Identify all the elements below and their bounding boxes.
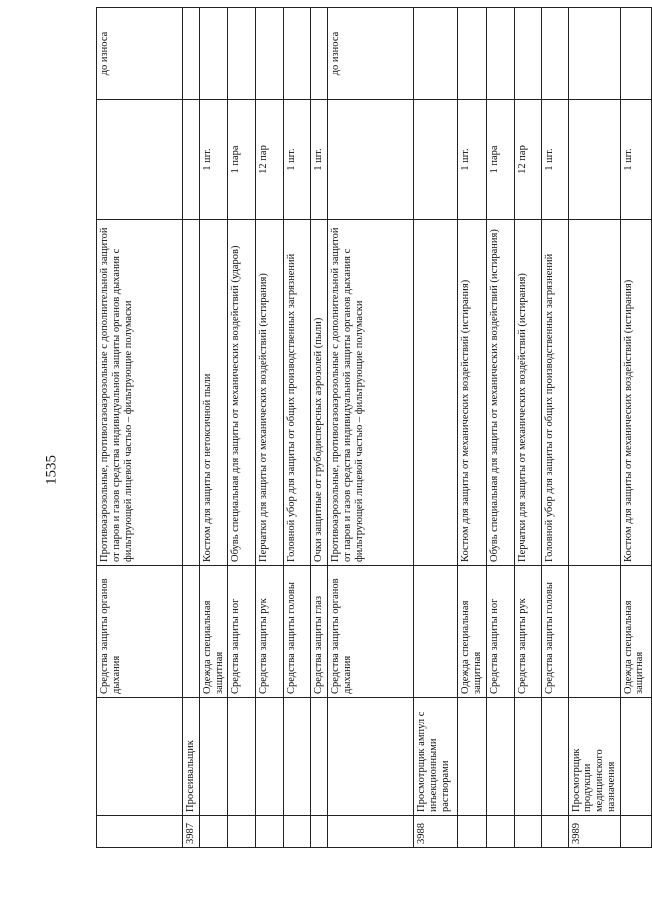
ppe-type-cell: Средства защиты ног <box>228 566 256 698</box>
ppe-type-cell: Одежда специальная защитная <box>620 566 651 698</box>
issue-quantity-cell: 12 пар <box>514 100 541 220</box>
table-row <box>620 8 651 848</box>
table-row <box>256 8 284 848</box>
table-row <box>311 8 328 848</box>
row-number-cell <box>620 816 651 848</box>
ppe-item-cell: Костюм для защиты от механических воздействий (истирания) <box>620 220 651 566</box>
ppe-item-cell: Костюм для защиты от нетоксичной пыли <box>199 220 228 566</box>
profession-cell: Просмотрщик продукции медицинского назначения <box>568 698 620 816</box>
table-row <box>328 8 414 848</box>
issue-quantity-cell <box>97 100 183 220</box>
ppe-type-cell: Средства защиты органов дыхания <box>97 566 183 698</box>
row-number-cell <box>541 816 568 848</box>
wear-term-cell <box>284 8 311 100</box>
ppe-item-cell <box>568 220 620 566</box>
issue-quantity-cell: 12 пар <box>256 100 284 220</box>
ppe-type-cell: Средства защиты ног <box>486 566 514 698</box>
table-row <box>568 8 620 848</box>
ppe-item-cell: Костюм для защиты от механических воздействий (истирания) <box>458 220 487 566</box>
profession-cell <box>328 698 414 816</box>
issue-quantity-cell <box>328 100 414 220</box>
ppe-type-cell: Одежда специальная защитная <box>199 566 228 698</box>
ppe-type-cell: Одежда специальная защитная <box>458 566 487 698</box>
ppe-type-cell: Средства защиты рук <box>514 566 541 698</box>
row-number-cell: 3987 <box>183 816 200 848</box>
table-row <box>541 8 568 848</box>
wear-term-cell <box>199 8 228 100</box>
wear-term-cell <box>541 8 568 100</box>
row-number-cell <box>311 816 328 848</box>
ppe-item-cell: Головной убор для защиты от общих производственных загрязнений <box>541 220 568 566</box>
wear-term-cell <box>414 8 458 100</box>
rotated-table-wrapper <box>96 8 646 848</box>
profession-cell <box>256 698 284 816</box>
ppe-item-cell: Обувь специальная для защиты от механических воздействий (ударов) <box>228 220 256 566</box>
row-number-cell <box>514 816 541 848</box>
issue-quantity-cell <box>183 100 200 220</box>
table-row <box>458 8 487 848</box>
profession-cell: Просмотрщик ампул с инъекционными растворами <box>414 698 458 816</box>
table-row <box>284 8 311 848</box>
profession-cell <box>514 698 541 816</box>
wear-term-cell <box>228 8 256 100</box>
wear-term-cell: до износа <box>328 8 414 100</box>
ppe-type-cell: Средства защиты головы <box>284 566 311 698</box>
wear-term-cell <box>568 8 620 100</box>
profession-cell <box>458 698 487 816</box>
profession-cell <box>284 698 311 816</box>
profession-cell <box>311 698 328 816</box>
wear-term-cell <box>256 8 284 100</box>
ppe-type-cell: Средства защиты органов дыхания <box>328 566 414 698</box>
table-row <box>228 8 256 848</box>
ppe-item-cell: Перчатки для защиты от механических воздействий (истирания) <box>514 220 541 566</box>
ppe-norms-table <box>96 7 652 848</box>
ppe-item-cell <box>183 220 200 566</box>
issue-quantity-cell: 1 пара <box>228 100 256 220</box>
row-number-cell <box>328 816 414 848</box>
wear-term-cell <box>620 8 651 100</box>
wear-term-cell <box>458 8 487 100</box>
ppe-type-cell <box>568 566 620 698</box>
table-row <box>97 8 183 848</box>
row-number-cell <box>486 816 514 848</box>
row-number-cell <box>228 816 256 848</box>
ppe-type-cell: Средства защиты глаз <box>311 566 328 698</box>
profession-cell: Просеивальщик <box>183 698 200 816</box>
ppe-item-cell: Очки защитные от грубодисперсных аэрозолей (пыли) <box>311 220 328 566</box>
ppe-item-cell: Головной убор для защиты от общих производственных загрязнений <box>284 220 311 566</box>
issue-quantity-cell: 1 шт. <box>199 100 228 220</box>
ppe-type-cell: Средства защиты рук <box>256 566 284 698</box>
ppe-type-cell: Средства защиты головы <box>541 566 568 698</box>
wear-term-cell: до износа <box>97 8 183 100</box>
table-row <box>514 8 541 848</box>
ppe-item-cell <box>414 220 458 566</box>
issue-quantity-cell <box>414 100 458 220</box>
issue-quantity-cell: 1 шт. <box>541 100 568 220</box>
issue-quantity-cell: 1 шт. <box>458 100 487 220</box>
wear-term-cell <box>311 8 328 100</box>
profession-cell <box>97 698 183 816</box>
wear-term-cell <box>486 8 514 100</box>
page-number: 1535 <box>43 455 60 485</box>
table-row <box>486 8 514 848</box>
issue-quantity-cell <box>568 100 620 220</box>
row-number-cell <box>199 816 228 848</box>
issue-quantity-cell: 1 шт. <box>311 100 328 220</box>
table-row <box>414 8 458 848</box>
ppe-item-cell: Перчатки для защиты от механических воздействий (истирания) <box>256 220 284 566</box>
row-number-cell <box>284 816 311 848</box>
ppe-item-cell: Обувь специальная для защиты от механических воздействий (истирания) <box>486 220 514 566</box>
profession-cell <box>620 698 651 816</box>
row-number-cell: 3989 <box>568 816 620 848</box>
ppe-item-cell: Противоаэрозольные, противогазоаэрозольные с дополнительной защитой от паров и газов средства индивидуальной защиты органов дыхания с фильтрующей лицевой частью – фильтрующие полумаски <box>97 220 183 566</box>
wear-term-cell <box>514 8 541 100</box>
ppe-item-cell: Противоаэрозольные, противогазоаэрозольные с дополнительной защитой от паров и газов средства индивидуальной защиты органов дыхания с фильтрующей лицевой частью – фильтрующие полумаски <box>328 220 414 566</box>
wear-term-cell <box>183 8 200 100</box>
row-number-cell <box>458 816 487 848</box>
row-number-cell <box>256 816 284 848</box>
issue-quantity-cell: 1 шт. <box>284 100 311 220</box>
profession-cell <box>541 698 568 816</box>
profession-cell <box>486 698 514 816</box>
table-row <box>183 8 200 848</box>
profession-cell <box>199 698 228 816</box>
issue-quantity-cell: 1 шт. <box>620 100 651 220</box>
ppe-type-cell <box>414 566 458 698</box>
table-row <box>199 8 228 848</box>
ppe-type-cell <box>183 566 200 698</box>
issue-quantity-cell: 1 пара <box>486 100 514 220</box>
row-number-cell <box>97 816 183 848</box>
profession-cell <box>228 698 256 816</box>
row-number-cell: 3988 <box>414 816 458 848</box>
